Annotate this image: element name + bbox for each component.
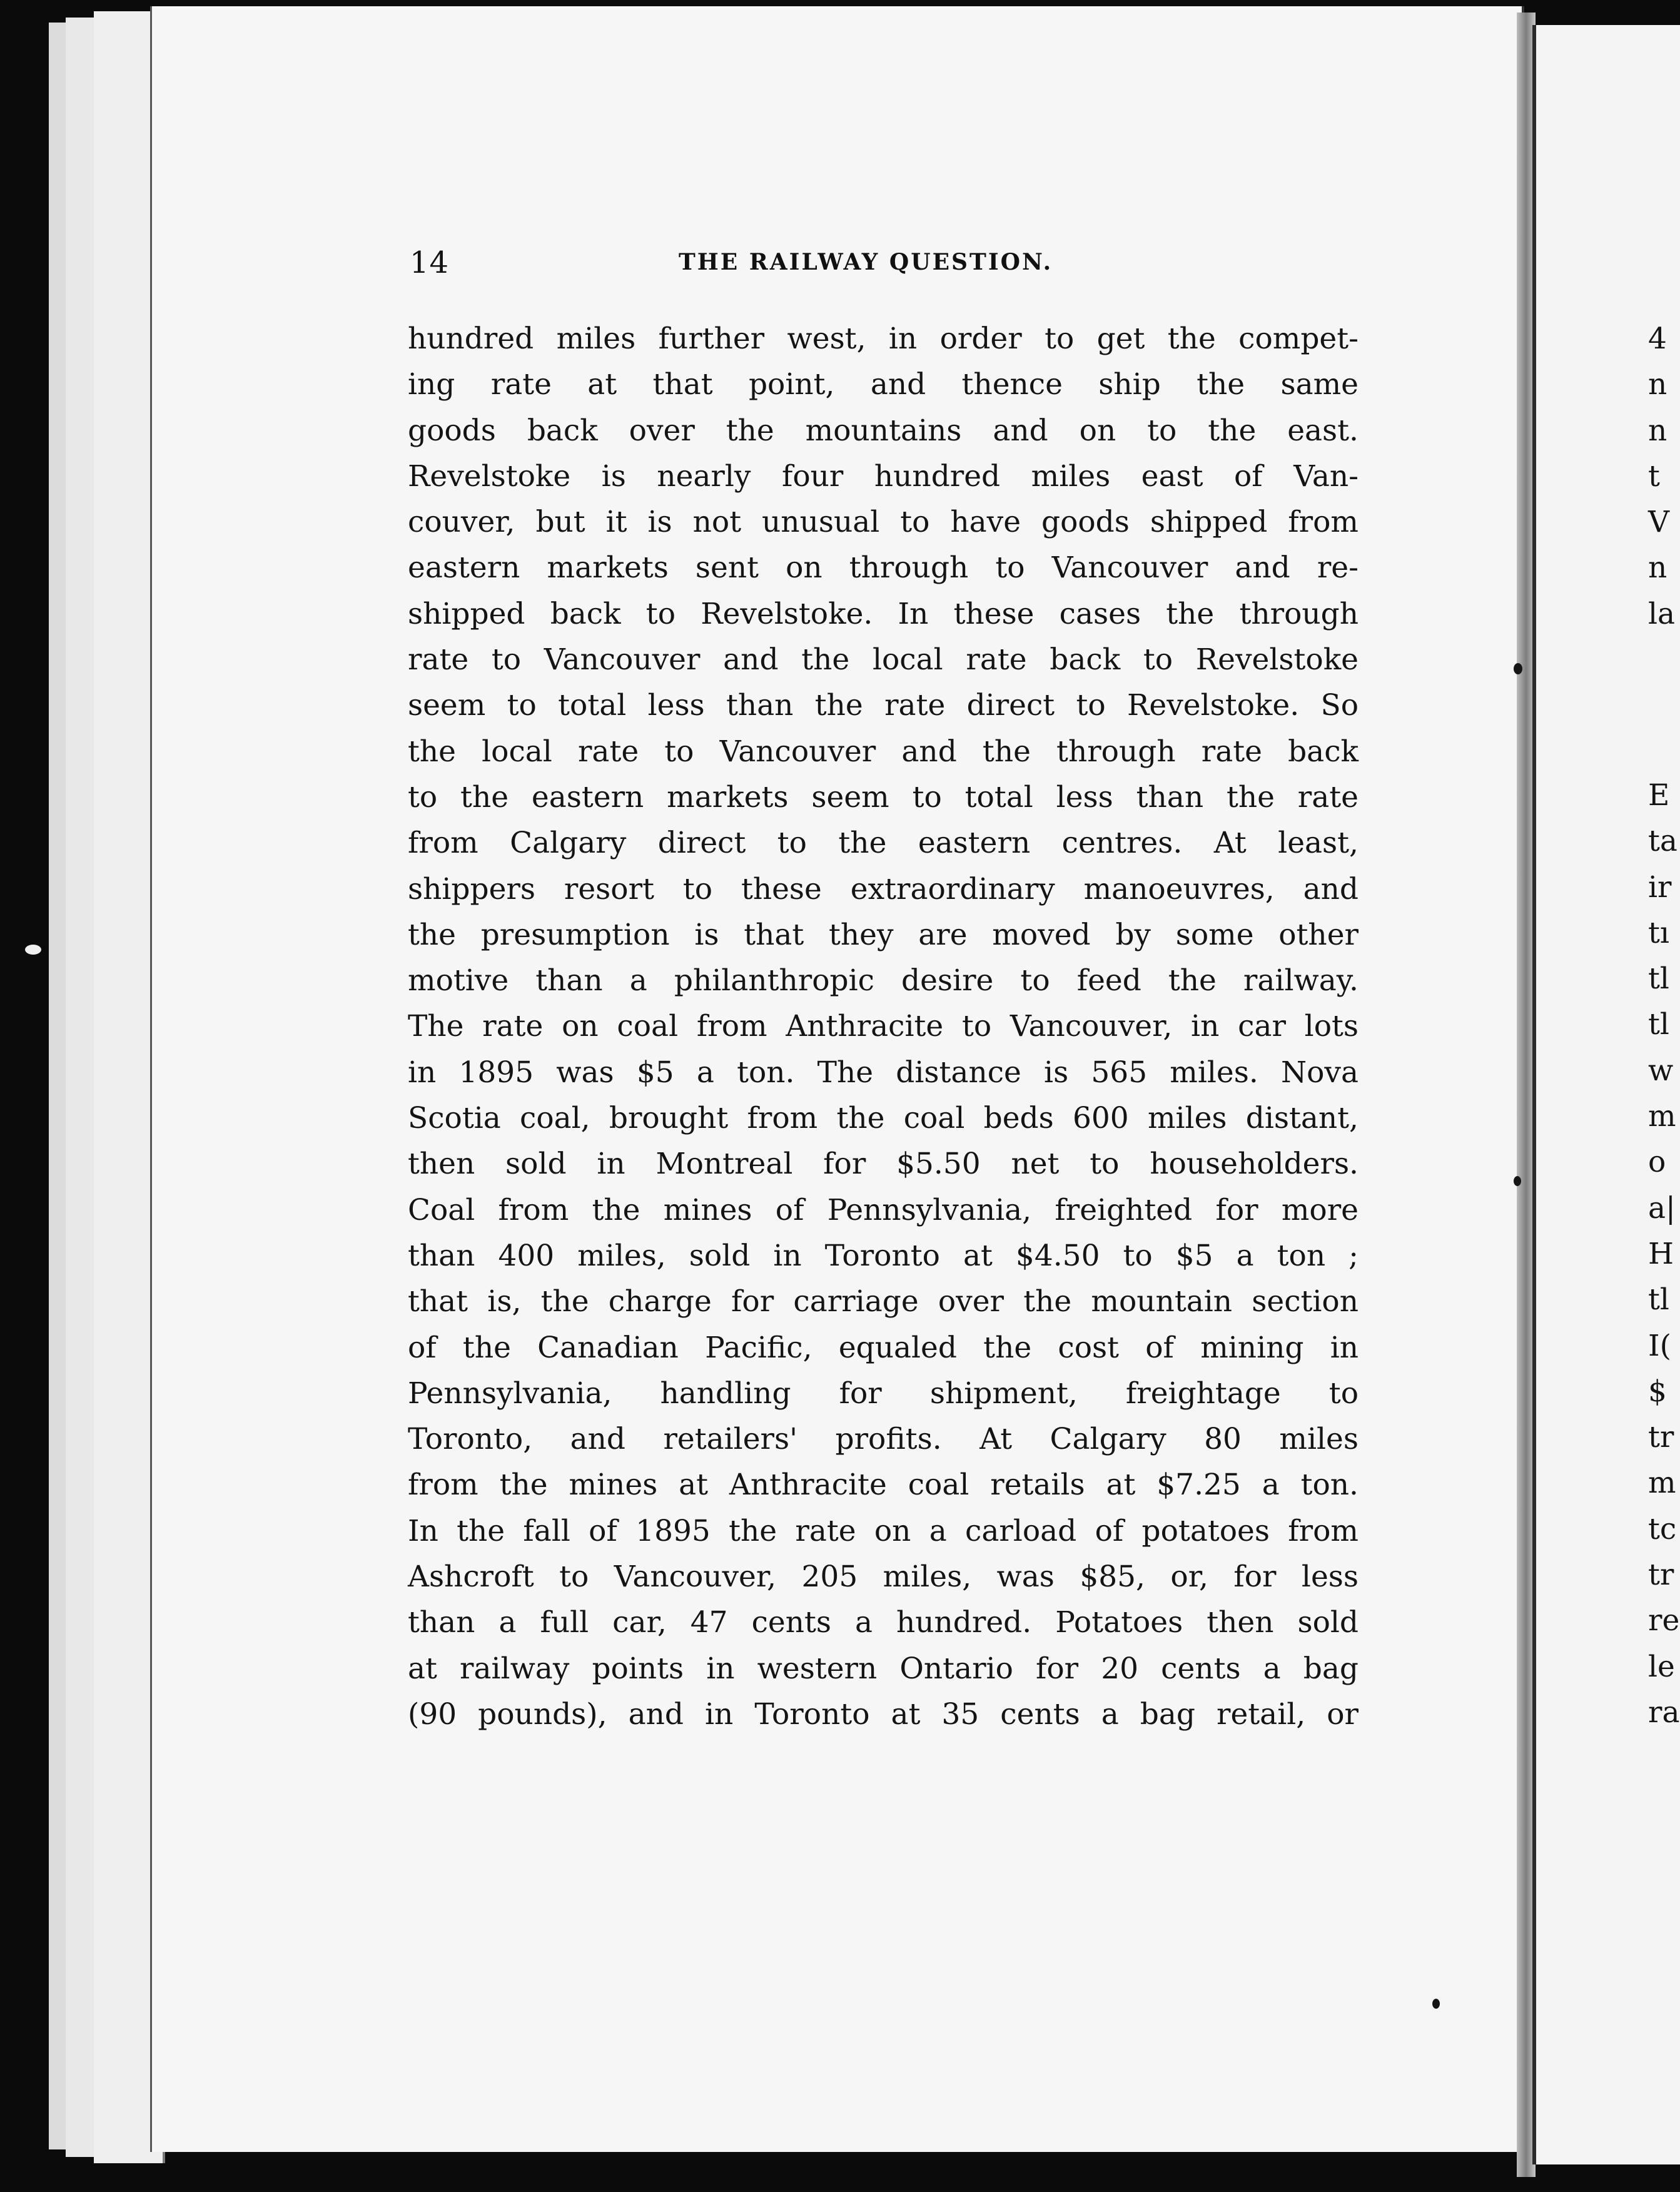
text-line: shipped back to Revelstoke. In these cases the through [408,596,1359,631]
facing-text-fragment: ra [1648,1695,1680,1730]
facing-text-fragment: tr [1648,1558,1674,1593]
text-line: shippers resort to these extraordinary manoeuvres, and [408,871,1359,906]
facing-text-fragment: I( [1648,1328,1671,1363]
text-line: Toronto, and retailers' profits. At Calgary 80 miles [408,1422,1359,1457]
facing-page-text-top [1648,316,1676,637]
scan-speck [1432,1999,1440,2009]
text-line: of the Canadian Pacific, equaled the cost of mining in [408,1330,1359,1365]
text-line: goods back over the mountains and on to the east. [408,413,1359,448]
text-line: Coal from the mines of Pennsylvania, freighted for more [408,1192,1359,1227]
text-line: at railway points in western Ontario for 20 cents a bag [408,1651,1359,1686]
facing-text-fragment: E [1648,778,1670,813]
text-line: to the eastern markets seem to total less than the rate [408,779,1359,814]
text-line: Scotia coal, brought from the coal beds 600 miles distant, [408,1101,1359,1136]
text-line: the local rate to Vancouver and the through rate back [408,734,1359,769]
facing-text-fragment: V [1648,505,1669,540]
text-line: then sold in Montreal for $5.50 net to householders. [408,1147,1359,1182]
facing-text-fragment: ta [1648,824,1677,859]
facing-text-fragment: tc [1648,1511,1677,1546]
facing-text-fragment: o [1648,1145,1666,1180]
text-line: eastern markets sent on through to Vancouver and re- [408,551,1359,586]
facing-text-fragment: n [1648,551,1667,586]
facing-text-fragment: $ [1648,1374,1667,1409]
facing-text-fragment: le [1648,1649,1675,1684]
text-line: from the mines at Anthracite coal retails at $7.25 a ton. [408,1468,1359,1503]
facing-text-fragment: 4 [1648,322,1667,356]
facing-text-fragment: H [1648,1236,1674,1271]
text-line: Pennsylvania, handling for shipment, freightage to [408,1376,1359,1411]
facing-text-fragment: m [1648,1466,1676,1501]
facing-text-fragment: tl [1648,1282,1669,1317]
facing-page-text-bottom [1648,773,1680,1735]
text-line: Revelstoke is nearly four hundred miles east of Van- [408,459,1359,494]
facing-text-fragment: n [1648,367,1667,402]
text-line: In the fall of 1895 the rate on a carload of potatoes from [408,1513,1359,1548]
facing-text-fragment: tl [1648,962,1669,997]
facing-text-fragment: n [1648,413,1667,448]
text-line: seem to total less than the rate direct to Revelstoke. So [408,688,1359,723]
facing-text-fragment: tr [1648,1420,1674,1455]
facing-text-fragment: re [1648,1603,1680,1638]
facing-text-fragment: ir [1648,870,1672,905]
text-line: ing rate at that point, and thence ship the same [408,367,1359,402]
running-head-title: THE RAILWAY QUESTION. [679,249,1053,275]
text-line: from Calgary direct to the eastern centres. At least, [408,826,1359,861]
text-line: motive than a philanthropic desire to feed the railway. [408,963,1359,998]
text-line: The rate on coal from Anthracite to Vancouver, in car lots [408,1009,1359,1044]
facing-text-fragment: w [1648,1053,1674,1088]
scan-speck [1514,1176,1521,1186]
page-number: 14 [410,245,450,280]
text-line: (90 pounds), and in Toronto at 35 cents a bag retail, or [408,1697,1359,1732]
text-line: Ashcroft to Vancouver, 205 miles, was $85, or, for less [408,1560,1359,1595]
text-line: couver, but it is not unusual to have goods shipped from [408,505,1359,540]
facing-text-fragment: la [1648,596,1676,631]
text-line: in 1895 was $5 a ton. The distance is 565 miles. Nova [408,1055,1359,1090]
text-line: that is, the charge for carriage over the mountain section [408,1284,1359,1319]
text-line: than 400 miles, sold in Toronto at $4.50 to $5 a ton ; [408,1238,1359,1273]
facing-text-fragment: tl [1648,1007,1669,1042]
text-line: than a full car, 47 cents a hundred. Potatoes then sold [408,1605,1359,1640]
text-line: hundred miles further west, in order to get the compet- [408,322,1359,356]
body-text [408,316,1359,1737]
scan-speck [1514,663,1522,674]
facing-text-fragment: m [1648,1099,1676,1134]
facing-text-fragment: tı [1648,915,1669,950]
running-head [410,245,1360,289]
facing-text-fragment: a| [1648,1190,1676,1225]
scan-speck-light [25,945,41,955]
text-line: the presumption is that they are moved by some other [408,917,1359,952]
text-line: rate to Vancouver and the local rate back to Revelstoke [408,642,1359,677]
facing-text-fragment: t [1648,459,1660,494]
